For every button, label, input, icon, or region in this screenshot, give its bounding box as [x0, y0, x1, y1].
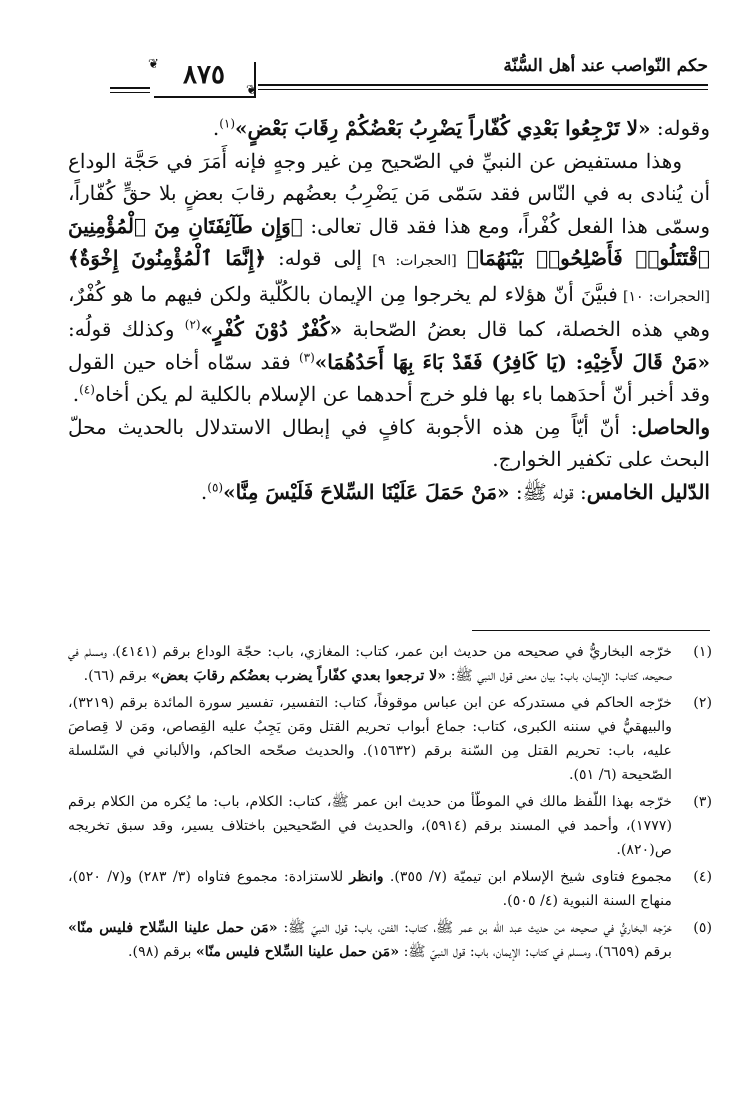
footnote-number: (٢) — [693, 695, 712, 711]
footnote-number: (٣) — [693, 794, 712, 810]
footnote — [68, 691, 712, 787]
footnote-ref: (٣) — [298, 349, 315, 364]
text-run: . — [200, 479, 208, 504]
text-run: : قوله ﷺ: — [509, 479, 587, 504]
footnote-number: (١) — [693, 644, 712, 660]
ornament-icon: ❦ — [148, 57, 159, 72]
footnote-ref: (٥) — [207, 479, 224, 494]
paragraph-2 — [68, 145, 710, 411]
text-run: خرّجه البخاريُّ في صحيحه من حديث ابن عمر، كتاب: المغازي، باب: حجّة الوداع برقم (٤١٤١)، ومسلم في صحيحه، كتاب: الإيمان، باب: بيان معنى قول النبي ﷺ: — [68, 644, 672, 684]
hadith-quote: «مَنْ قَالَ لأَخِيْهِ: (يَا كَافِرُ) فَقَدْ بَاءَ بِهَا أَحَدُهُمَا» — [314, 349, 710, 374]
text-run: خرّجه البخاريُّ في صحيحه من حديث عبد الله بن عمر ﷺ، كتاب: الفتن، باب: قول النبيّ ﷺ: — [277, 920, 672, 936]
header-rule-left — [110, 87, 150, 89]
paragraph-4 — [68, 476, 710, 509]
running-title: حكم النّواصب عند أهل السُّنّة — [503, 56, 708, 76]
hadith-quote: «مَنْ حَمَلَ عَلَيْنَا السِّلاحَ فَلَيْسَ مِنَّا» — [223, 479, 510, 504]
text-run: مجموع فتاوى شيخ الإسلام ابن تيميّة (٧/ ٣٥٥). — [383, 869, 672, 885]
verse-citation: [الحجرات: ٩] — [361, 253, 467, 269]
footnote — [68, 916, 712, 964]
section-heading: الدّليل الخامس — [586, 479, 710, 504]
header-rule-left-thin — [110, 92, 150, 93]
text-run: برقم (٦٦). — [83, 668, 152, 684]
text-run: خرّجه الحاكم في مستدركه عن ابن عباس موقوفاً، كتاب: التفسير، تفسير سورة المائدة برقم (٣٢١٩)، والبيهقيُّ في سننه الكبرى، كتاب: جماع أبواب تحريم القتل ومَن يَجِبُ عليه القِصاص، ومَن لا قِصاصَ عليه، باب: تحريم القتل مِن السّنة برقم (١٥٦٣٢). والحديث صحّحه الحاكم، والألباني في السّلسلة الصّحيحة (٦/ ٥١). — [68, 695, 672, 783]
text-run: للاستزادة: مجموع فتاواه (٣/ ٢٨٣) و(٧/ ٥٢٠)، منهاج السنة النبوية (٤/ ٥٠٥). — [68, 869, 672, 909]
main-text — [68, 112, 710, 508]
page-number-box — [110, 57, 260, 98]
footnote-separator — [472, 630, 710, 631]
page-header — [70, 56, 708, 102]
footnote-ref: (١) — [219, 116, 236, 131]
quran-verse: ﴿وَإِن طَآئِفَتَانِ مِنَ ٱلْمُؤْمِنِينَ ٱقْتَتَلُوا۟ فَأَصْلِحُوا۟ بَيْنَهُمَا﴾ — [68, 213, 710, 270]
header-rule-thin — [258, 89, 708, 90]
footnote-number: (٤) — [693, 869, 712, 885]
footnote-number: (٥) — [693, 920, 712, 936]
footnote — [68, 865, 712, 913]
text-run: فبيَّنَ أنّ هؤلاء لم يخرجوا مِن الإيمان بالكُلّية ولكن فيهم ما هو كُفْرٌ، وهي هذه الخصلة، كما قال بعضُ الصّحابة — [68, 281, 710, 341]
footnote-ref: (٤) — [79, 382, 95, 397]
text-run: : أنّ أيّاً مِن هذه الأجوبة كافٍ في إبطال الاستدلال بالحديث محلّ البحث على تكفير الخوارج. — [68, 414, 710, 471]
text-run: وقوله: — [650, 116, 710, 140]
page-number: ٨٧٥ — [183, 60, 225, 90]
footnote — [68, 790, 712, 862]
footnote-ref: (٢) — [184, 317, 201, 332]
paragraph-1 — [68, 112, 710, 145]
ornament-icon: ❦ — [246, 83, 257, 98]
text-run: . — [72, 382, 80, 406]
text-run: . — [212, 116, 220, 140]
section-term: والحاصل — [637, 414, 710, 439]
text-run: فقد سمّاه أخاه حين القول وقد أخبر أنّ أحدَهما باء بها فلو خرج أحدهما عن الإسلام بالكلية لم يكن أخاه — [68, 349, 710, 406]
text-run: وهذا مستفيض عن النبيِّ في الصّحيح مِن غير وجهٍ فإنه أَمَرَ في حَجَّة الوداع أن يُنادى به في النّاس فقد سَمّى مَن يَضْرِبُ بعضُهم رقابَ بعضٍ بلا حقٍّ كُفّاراً، وسمّى هذا الفعل كُفْراً، ومع هذا فقد قال تعالى: — [68, 148, 710, 238]
hadith-quote: «مَن حمل علينا السِّلاح فليس منّا» — [68, 920, 278, 936]
text-run: برقم (٦٦٥٩)، ومسلم في كتاب: الإيمان، باب: قول النبيّ ﷺ: — [399, 944, 672, 960]
text-run: خرّجه بهذا اللّفظ مالك في الموطّأ من حديث ابن عمر ﷺ، كتاب: الكلام، باب: ما يُكره من الكلام برقم (١٧٧٧)، وأحمد في المسند برقم (٥٩١٤)، والحديث في الصّحيحين باختلاف يسير، وقد سبق تخريجه ص(٨٢٠). — [68, 794, 672, 858]
footnotes — [68, 640, 712, 967]
hadith-quote: «مَن حمل علينا السِّلاح فليس منّا» — [195, 944, 400, 960]
text-run: إلى قوله: — [265, 246, 362, 270]
quran-verse: ﴿إِنَّمَا ٱلْمُؤْمِنُونَ إِخْوَةٌ﴾ — [68, 246, 266, 270]
hadith-quote: «لا تَرْجِعُوا بَعْدِي كُفّاراً يَضْرِبُ بَعْضُكُمْ رِقَابَ بَعْضٍ» — [235, 116, 651, 140]
emphasis: وانظر — [349, 869, 384, 885]
footnote — [68, 640, 712, 688]
verse-citation: [الحجرات: ١٠] — [617, 288, 710, 305]
hadith-quote: «لا ترجعوا بعدي كفّاراً يضرب بعضُكم رقابَ بعض» — [151, 668, 447, 684]
text-run: وكذلك قولُه: — [68, 317, 185, 341]
text-run: برقم (٩٨). — [128, 944, 196, 960]
header-rule — [258, 84, 708, 86]
paragraph-3 — [68, 411, 710, 476]
hadith-quote: «كُفْرٌ دُوْنَ كُفْرٍ» — [200, 317, 343, 341]
